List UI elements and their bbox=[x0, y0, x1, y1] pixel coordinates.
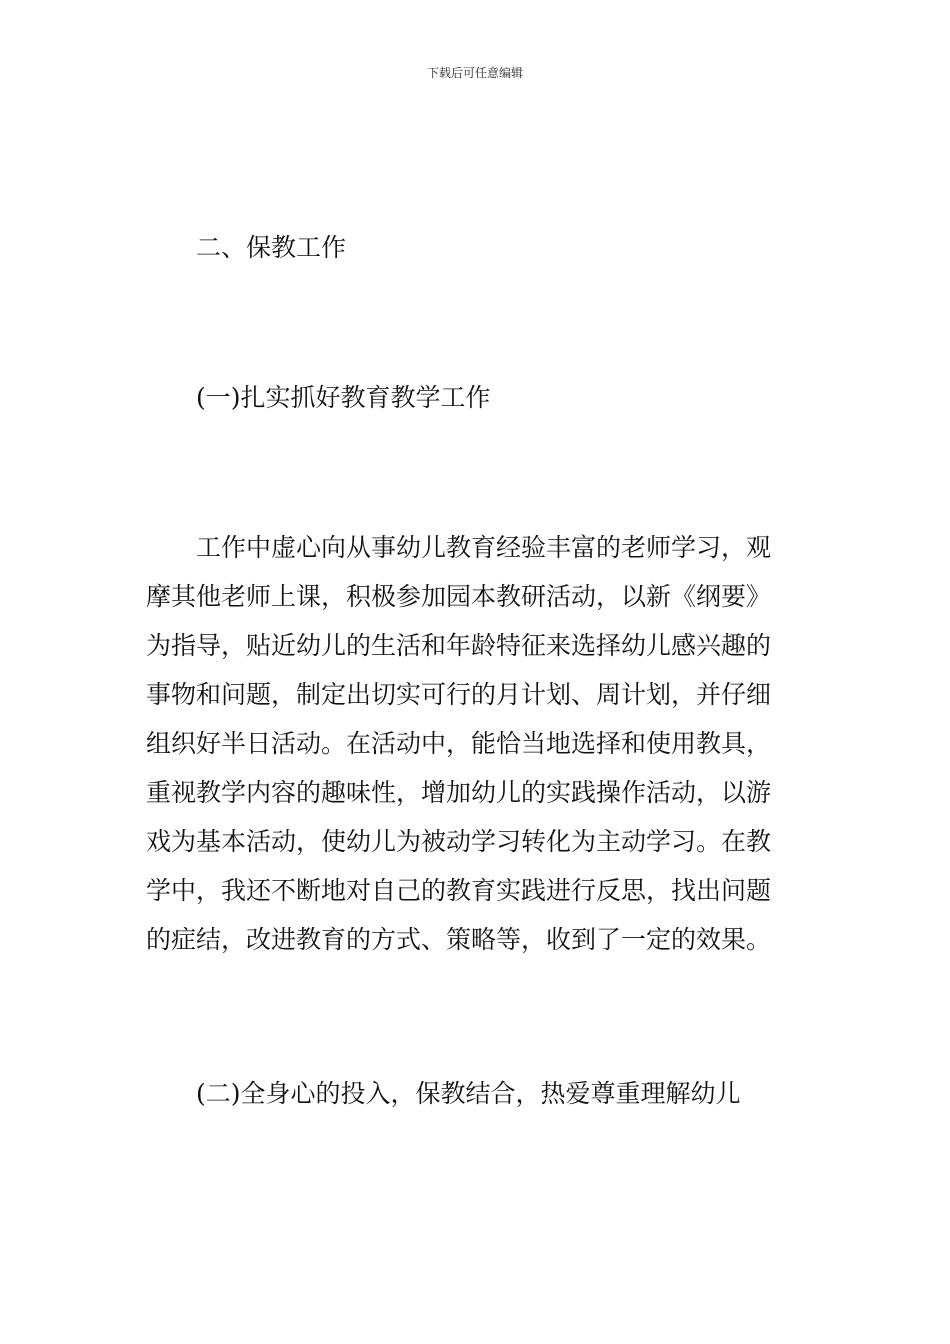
subsection-heading-2: (二)全身心的投入，保教结合，热爱尊重理解幼儿 bbox=[196, 1079, 741, 1108]
paragraph-line: 为指导，贴近幼儿的生活和年龄特征来选择幼儿感兴趣的 bbox=[146, 631, 772, 660]
paragraph-line: 的症结，改进教育的方式、策略等，收到了一定的效果。 bbox=[146, 925, 772, 954]
paragraph-line: 事物和问题，制定出切实可行的月计划、周计划，并仔细 bbox=[146, 680, 772, 709]
header-note: 下载后可任意编辑 bbox=[426, 66, 523, 80]
paragraph-line: 组织好半日活动。在活动中，能恰当地选择和使用教具， bbox=[146, 729, 772, 758]
subsection-heading-1: (一)扎实抓好教育教学工作 bbox=[196, 383, 491, 412]
body-paragraph bbox=[146, 532, 806, 973]
paragraph-line: 工作中虚心向从事幼儿教育经验丰富的老师学习，观 bbox=[196, 533, 772, 562]
paragraph-line: 学中，我还不断地对自己的教育实践进行反思，找出问题 bbox=[146, 876, 772, 905]
paragraph-line: 重视教学内容的趣味性，增加幼儿的实践操作活动，以游 bbox=[146, 778, 772, 807]
paragraph-line: 摩其他老师上课，积极参加园本教研活动，以新《纲要》 bbox=[146, 582, 772, 611]
paragraph-line: 戏为基本活动，使幼儿为被动学习转化为主动学习。在教 bbox=[146, 827, 772, 856]
section-heading: 二、保教工作 bbox=[196, 233, 347, 262]
